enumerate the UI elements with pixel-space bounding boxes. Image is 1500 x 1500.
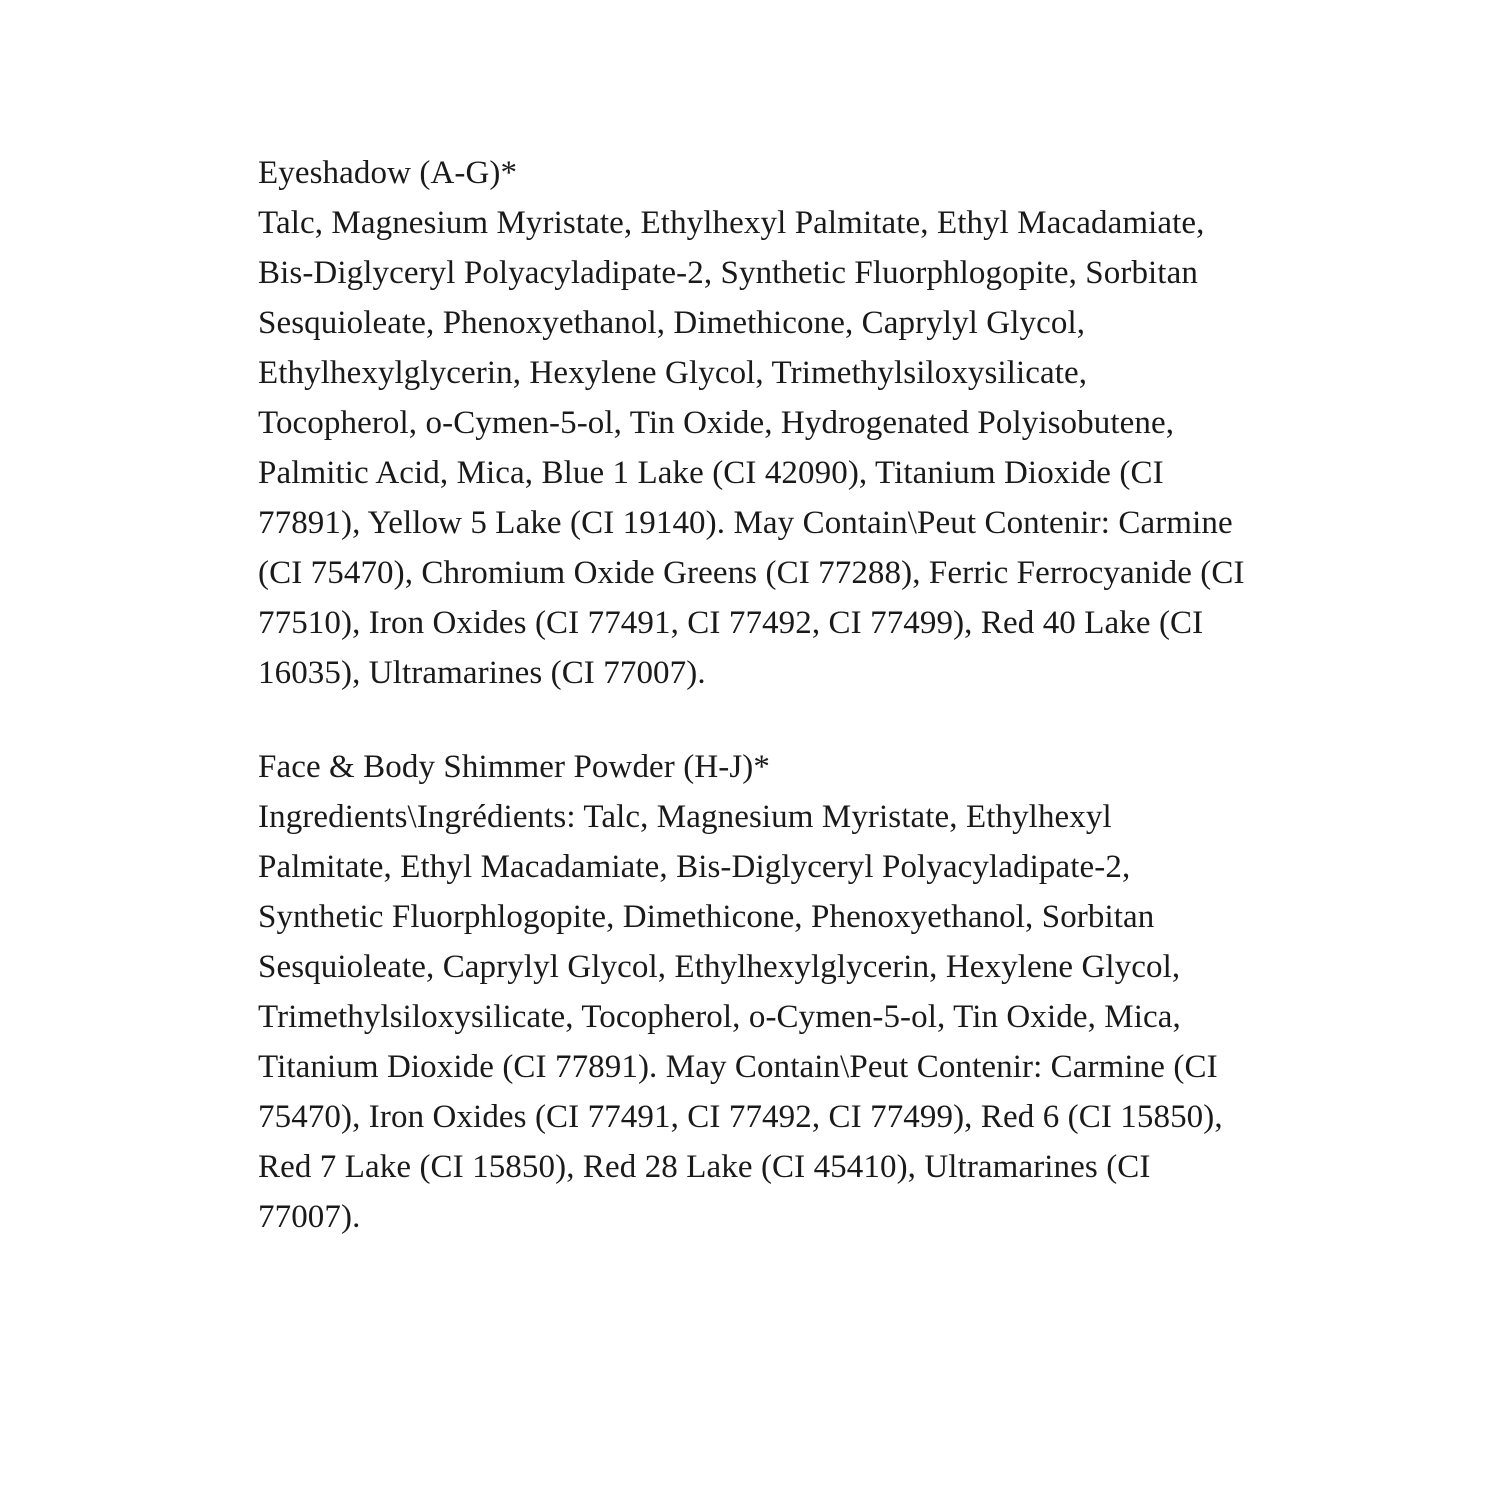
section-title: Face & Body Shimmer Powder (H-J)* <box>258 749 770 785</box>
section-eyeshadow <box>258 148 1250 698</box>
section-ingredients-text: Ingredients\Ingrédients: Talc, Magnesium Myristate, Ethylhexyl Palmitate, Ethyl Macadamiate, Bis-Diglyceryl Polyacyladipate-2, Synthetic Fluorphlogopite, Dimethicone, Phenoxyethanol, Sorbitan Sesquioleate, Caprylyl Glycol, Ethylhexylglycerin, Hexylene Glycol, Trimethylsiloxysilicate, Tocopherol, o-Cymen-5-ol, Tin Oxide, Mica, Titanium Dioxide (CI 77891). May Contain\Peut Contenir: Carmine (CI 75470), Iron Oxides (CI 77491, CI 77492, CI 77499), Red 6 (CI 15850), Red 7 Lake (CI 15850), Red 28 Lake (CI 45410), Ultramarines (CI 77007). <box>258 799 1223 1235</box>
section-ingredients-text: Talc, Magnesium Myristate, Ethylhexyl Palmitate, Ethyl Macadamiate, Bis-Diglyceryl Polyacyladipate-2, Synthetic Fluorphlogopite, Sorbitan Sesquioleate, Phenoxyethanol, Dimethicone, Caprylyl Glycol, Ethylhexylglycerin, Hexylene Glycol, Trimethylsiloxysilicate, Tocopherol, o-Cymen-5-ol, Tin Oxide, Hydrogenated Polyisobutene, Palmitic Acid, Mica, Blue 1 Lake (CI 42090), Titanium Dioxide (CI 77891), Yellow 5 Lake (CI 19140). May Contain\Peut Contenir: Carmine (CI 75470), Chromium Oxide Greens (CI 77288), Ferric Ferrocyanide (CI 77510), Iron Oxides (CI 77491, CI 77492, CI 77499), Red 40 Lake (CI 16035), Ultramarines (CI 77007). <box>258 205 1245 691</box>
section-face-body-shimmer-powder <box>258 742 1250 1242</box>
section-title: Eyeshadow (A-G)* <box>258 155 518 191</box>
